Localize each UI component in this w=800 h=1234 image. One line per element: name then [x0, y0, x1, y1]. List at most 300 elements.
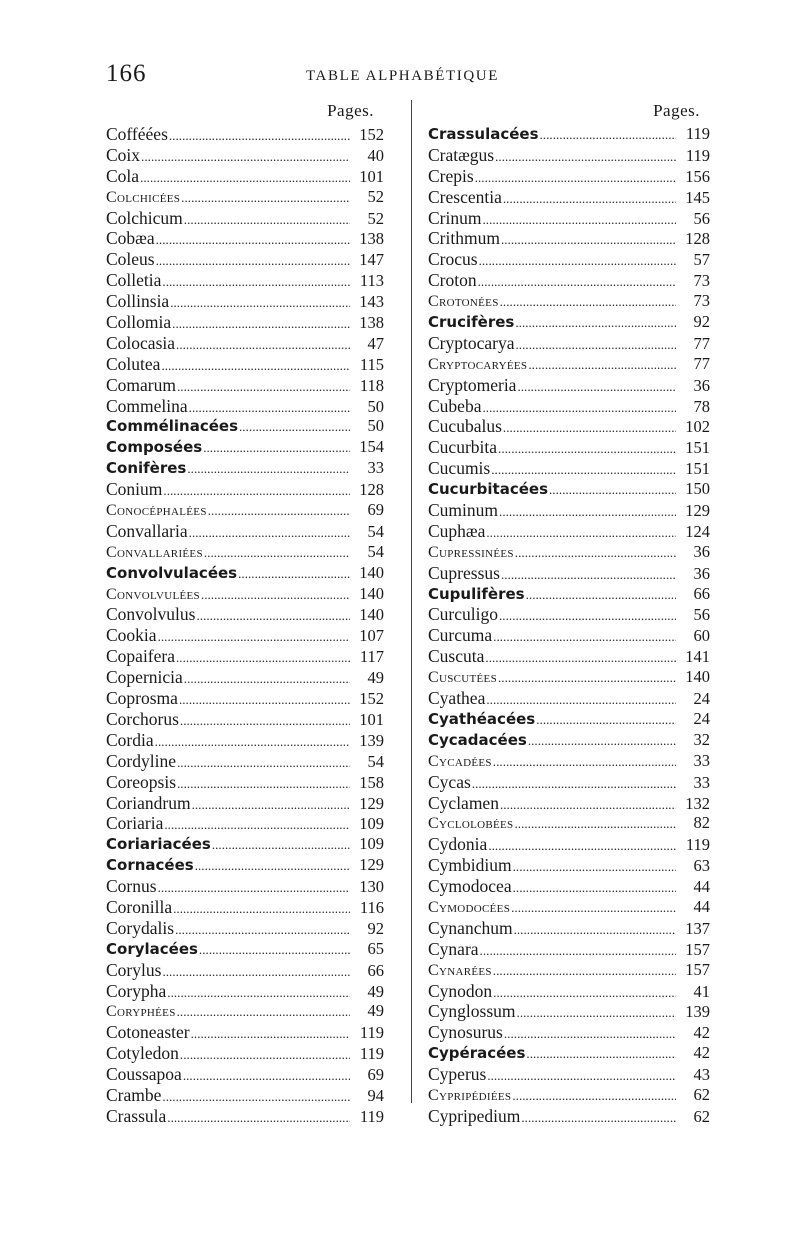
entry-page: 138: [359, 313, 384, 333]
index-entry: [106, 876, 384, 897]
dot-leader: [239, 417, 350, 437]
entry-page: 128: [685, 229, 710, 249]
dot-leader: [172, 314, 350, 333]
dot-leader: [189, 398, 350, 417]
entry-page: 50: [367, 396, 384, 416]
entry-page: 119: [685, 835, 710, 855]
entry-page: 36: [693, 563, 710, 583]
index-entry: [428, 793, 710, 814]
entry-page: 42: [693, 1043, 710, 1063]
index-entry: [106, 855, 384, 876]
entry-page: 119: [359, 1044, 384, 1064]
index-entry: [428, 500, 710, 521]
dot-leader: [501, 230, 676, 249]
dot-leader: [526, 585, 676, 605]
dot-leader: [517, 377, 676, 396]
dot-leader: [156, 251, 350, 270]
entry-page: 129: [685, 501, 710, 521]
dot-leader: [158, 627, 350, 646]
entry-page: 139: [359, 730, 384, 750]
dot-leader: [499, 502, 676, 521]
entry-page: 117: [359, 647, 384, 667]
entry-page: 65: [367, 938, 384, 958]
index-entry: [106, 416, 384, 437]
entry-name: Coriaria: [106, 813, 164, 834]
dot-leader: [503, 189, 676, 208]
entry-page: 156: [685, 166, 710, 186]
index-column-right: [428, 98, 710, 1127]
entry-page: 77: [693, 333, 710, 353]
entry-page: 66: [367, 960, 384, 980]
dot-leader: [176, 335, 350, 354]
index-entry: [106, 354, 384, 375]
entry-page: 36: [693, 375, 710, 395]
index-entry: [428, 145, 710, 166]
index-entry: [428, 124, 710, 145]
dot-leader: [192, 795, 350, 814]
entry-page: 69: [367, 1065, 384, 1085]
index-entry: [428, 584, 710, 605]
dot-leader: [169, 126, 350, 145]
entry-page: 42: [693, 1023, 710, 1043]
index-entry: [428, 437, 710, 458]
entry-page: 109: [359, 814, 384, 834]
entry-name: Crambe: [106, 1084, 162, 1105]
index-entry: [106, 458, 384, 479]
index-entry: [428, 312, 710, 333]
index-entry: [106, 1001, 384, 1022]
index-entry: [428, 375, 710, 396]
dot-leader: [493, 983, 676, 1002]
entry-page: 33: [693, 772, 710, 792]
index-entry: [106, 688, 384, 709]
entry-page: 24: [693, 689, 710, 709]
dot-leader: [162, 272, 350, 291]
entry-page: 119: [685, 124, 710, 143]
entry-page: 73: [693, 271, 710, 291]
entry-page: 143: [359, 292, 384, 312]
index-entry: [106, 375, 384, 396]
index-entry: [428, 354, 710, 375]
entry-page: 54: [367, 541, 384, 561]
index-entry: [106, 584, 384, 605]
index-entry: [428, 960, 710, 981]
dot-leader: [177, 377, 350, 396]
index-entry: [106, 249, 384, 270]
entry-page: 92: [367, 918, 384, 938]
entry-page: 119: [359, 1023, 384, 1043]
entry-name: Corydalis: [106, 917, 175, 938]
entry-page: 54: [367, 751, 384, 771]
index-entry: [106, 1085, 384, 1106]
entry-page: 66: [693, 583, 710, 603]
dot-leader: [528, 355, 676, 375]
entry-name: Cyclamen: [428, 792, 499, 813]
entry-page: 124: [685, 521, 710, 541]
entry-name: Cyathea: [428, 688, 486, 709]
dot-leader: [514, 814, 676, 834]
index-entry: [106, 625, 384, 646]
index-entry: [428, 1064, 710, 1085]
entry-page: 140: [359, 583, 384, 603]
index-entry: [428, 542, 710, 563]
entry-page: 147: [359, 250, 384, 270]
entry-name: Colchicées: [106, 188, 181, 206]
entry-name: Colletia: [106, 270, 162, 291]
dot-leader: [141, 147, 350, 166]
index-entry: [106, 1106, 384, 1127]
entry-name: Cotoneaster: [106, 1022, 190, 1043]
entry-name: Convolvulacées: [106, 563, 238, 582]
dot-leader: [475, 168, 676, 187]
index-entry: [106, 187, 384, 208]
dot-leader: [521, 1108, 676, 1127]
entry-name: Cola: [106, 165, 140, 186]
entry-name: Crithmum: [428, 228, 500, 249]
index-entry: [428, 249, 710, 270]
entry-name: Convolvulées: [106, 585, 200, 603]
entry-name: Coleus: [106, 249, 155, 270]
index-entry: [428, 981, 710, 1002]
index-entry: [106, 563, 384, 584]
entry-name: Corylacées: [106, 939, 198, 958]
dot-leader: [238, 564, 350, 584]
index-entry: [428, 646, 710, 667]
dot-leader: [498, 668, 676, 688]
dot-leader: [180, 711, 350, 730]
dot-leader: [511, 898, 676, 918]
page-header: [106, 60, 706, 100]
index-entry: [428, 291, 710, 312]
entry-page: 92: [693, 312, 710, 332]
entry-name: Cucurbita: [428, 437, 498, 458]
dot-leader: [501, 565, 676, 584]
index-entry: [428, 187, 710, 208]
entry-name: Crucifères: [428, 313, 515, 332]
entry-name: Coreopsis: [106, 771, 176, 792]
index-entry: [106, 145, 384, 166]
index-entry: [428, 270, 710, 291]
entry-page: 150: [685, 479, 710, 499]
index-entry: [428, 208, 710, 229]
entry-page: 140: [359, 605, 384, 625]
index-entry: [106, 793, 384, 814]
entry-page: 101: [359, 709, 384, 729]
entry-page: 119: [685, 145, 710, 165]
entry-page: 62: [693, 1106, 710, 1126]
index-entry: [106, 312, 384, 333]
entry-name: Convolvulus: [106, 604, 196, 625]
dot-leader: [181, 188, 350, 208]
entry-name: Cornus: [106, 876, 157, 897]
dot-leader: [184, 669, 350, 688]
dot-leader: [493, 961, 676, 981]
entry-name: Crotonées: [428, 293, 499, 311]
entry-name: Convallariées: [106, 543, 203, 561]
entry-name: Cynodon: [428, 980, 493, 1001]
entry-name: Conifères: [106, 459, 187, 478]
dot-leader: [177, 774, 350, 793]
dot-leader: [480, 941, 676, 960]
dot-leader: [189, 523, 350, 542]
dot-leader: [549, 480, 676, 500]
dot-leader: [187, 459, 350, 479]
index-entry: [428, 396, 710, 417]
entry-name: Cydonia: [428, 834, 488, 855]
index-entry: [106, 124, 384, 145]
entry-name: Crepis: [428, 165, 474, 186]
entry-name: Colchicum: [106, 207, 183, 228]
dot-leader: [485, 648, 676, 667]
column-heading: Pages.: [327, 101, 374, 120]
index-entry: [106, 479, 384, 500]
entry-name: Copernicia: [106, 667, 183, 688]
dot-leader: [486, 690, 676, 709]
entry-name: Cupressus: [428, 562, 500, 583]
entry-page: 138: [359, 229, 384, 249]
index-entry: [106, 981, 384, 1002]
index-entry: [428, 939, 710, 960]
dot-leader: [158, 878, 350, 897]
entry-name: Cucurbitacées: [428, 480, 548, 499]
index-entry: [106, 396, 384, 417]
dot-leader: [482, 210, 676, 229]
dot-leader: [500, 795, 676, 814]
index-entry: [106, 604, 384, 625]
entry-name: Coprosma: [106, 688, 178, 709]
index-entry: [428, 730, 710, 751]
dot-leader: [513, 857, 676, 876]
entry-name: Cornacées: [106, 856, 194, 875]
entry-name: Commélinacées: [106, 417, 238, 436]
entry-page: 60: [693, 626, 710, 646]
dot-leader: [162, 962, 350, 981]
entry-page: 116: [359, 897, 384, 917]
dot-leader: [504, 1024, 676, 1043]
index-entry: [428, 166, 710, 187]
index-entry: [106, 960, 384, 981]
dot-leader: [176, 648, 350, 667]
entry-name: Coryphées: [106, 1003, 176, 1021]
entry-page: 62: [693, 1084, 710, 1104]
entry-name: Coriandrum: [106, 792, 191, 813]
dot-leader: [486, 523, 676, 542]
entry-name: Cuminum: [428, 500, 499, 521]
entry-page: 154: [359, 437, 384, 457]
index-entry: [428, 876, 710, 897]
entry-name: Cupressinées: [428, 543, 514, 561]
dot-leader: [180, 1045, 350, 1064]
entry-list: [428, 124, 710, 1127]
entry-name: Corylus: [106, 959, 162, 980]
entry-page: 33: [693, 750, 710, 770]
index-entry: [428, 1106, 710, 1127]
entry-page: 109: [359, 834, 384, 854]
dot-leader: [503, 418, 676, 437]
entry-page: 78: [693, 396, 710, 416]
dot-leader: [164, 815, 350, 834]
entry-name: Cupulifères: [428, 584, 525, 603]
entry-name: Corypha: [106, 980, 167, 1001]
index-entry: [106, 270, 384, 291]
entry-name: Copaifera: [106, 646, 175, 667]
entry-page: 145: [685, 187, 710, 207]
entry-name: Cypéracées: [428, 1044, 526, 1063]
page-number: 166: [106, 60, 147, 87]
entry-page: 152: [359, 689, 384, 709]
index-entry: [106, 939, 384, 960]
entry-name: Crassula: [106, 1105, 167, 1126]
entry-name: Collinsia: [106, 291, 170, 312]
entry-name: Cuscuta: [428, 646, 485, 667]
dot-leader: [536, 710, 676, 730]
entry-page: 129: [359, 855, 384, 875]
entry-name: Cymbidium: [428, 855, 512, 876]
entry-page: 56: [693, 605, 710, 625]
dot-leader: [212, 835, 350, 855]
dot-leader: [495, 147, 676, 166]
dot-leader: [156, 230, 350, 249]
dot-leader: [163, 481, 350, 500]
index-entry: [428, 688, 710, 709]
entry-page: 77: [693, 353, 710, 373]
entry-name: Cypripédiées: [428, 1086, 512, 1104]
entry-name: Cucubalus: [428, 416, 502, 437]
entry-name: Cynanchum: [428, 917, 513, 938]
entry-page: 115: [359, 354, 384, 374]
entry-page: 157: [685, 959, 710, 979]
entry-page: 73: [693, 291, 710, 311]
entry-name: Cynara: [428, 938, 479, 959]
index-entry: [106, 646, 384, 667]
dot-leader: [195, 856, 350, 876]
index-entry: [106, 834, 384, 855]
entry-name: Croton: [428, 270, 477, 291]
dot-leader: [514, 920, 676, 939]
entry-name: Cymodocées: [428, 898, 511, 916]
entry-name: Crocus: [428, 249, 478, 270]
entry-name: Cucumis: [428, 458, 491, 479]
entry-page: 107: [359, 626, 384, 646]
dot-leader: [191, 1024, 350, 1043]
entry-name: Conocéphalées: [106, 502, 207, 520]
entry-page: 24: [693, 708, 710, 728]
index-entry: [106, 208, 384, 229]
dot-leader: [493, 627, 676, 646]
index-entry: [428, 813, 710, 834]
dot-leader: [540, 125, 677, 145]
index-entry: [106, 1022, 384, 1043]
index-entry: [428, 667, 710, 688]
entry-name: Coussapoa: [106, 1064, 182, 1085]
index-entry: [428, 333, 710, 354]
dot-leader: [170, 293, 350, 312]
entry-page: 33: [367, 458, 384, 478]
entry-page: 49: [367, 1001, 384, 1021]
entry-name: Colutea: [106, 353, 161, 374]
index-entry: [106, 437, 384, 458]
dot-leader: [478, 272, 676, 291]
entry-name: Cuscutées: [428, 669, 497, 687]
entry-name: Crescentia: [428, 186, 502, 207]
index-entry: [106, 521, 384, 542]
entry-page: 50: [367, 416, 384, 436]
entry-page: 36: [693, 541, 710, 561]
dot-leader: [196, 606, 350, 625]
dot-leader: [482, 398, 676, 417]
entry-name: Cubeba: [428, 395, 482, 416]
entry-name: Crassulacées: [428, 125, 539, 143]
entry-name: Curcuma: [428, 625, 493, 646]
entry-name: Cymodocea: [428, 876, 512, 897]
dot-leader: [201, 585, 350, 605]
entry-name: Cryptocaryées: [428, 355, 528, 373]
entry-page: 32: [693, 729, 710, 749]
dot-leader: [155, 732, 350, 751]
entry-page: 57: [693, 250, 710, 270]
dot-leader: [513, 878, 676, 897]
entry-page: 157: [685, 939, 710, 959]
entry-name: Cynarées: [428, 961, 492, 979]
entry-name: Crinum: [428, 207, 482, 228]
dot-leader: [499, 606, 676, 625]
entry-name: Cyclolobées: [428, 815, 514, 833]
entry-page: 158: [359, 772, 384, 792]
entry-name: Cordia: [106, 729, 154, 750]
entry-page: 113: [359, 271, 384, 291]
entry-page: 47: [367, 333, 384, 353]
entry-page: 140: [359, 562, 384, 582]
dot-leader: [204, 543, 350, 563]
column-heading: Pages.: [653, 101, 700, 120]
entry-page: 94: [367, 1085, 384, 1105]
entry-name: Cotyledon: [106, 1043, 179, 1064]
index-entry: [106, 772, 384, 793]
entry-name: Cycadées: [428, 752, 492, 770]
entry-name: Cycadacées: [428, 730, 527, 749]
entry-page: 130: [359, 877, 384, 897]
dot-leader: [167, 1108, 350, 1127]
entry-page: 151: [685, 459, 710, 479]
index-entry: [428, 1001, 710, 1022]
entry-page: 44: [693, 877, 710, 897]
entry-page: 139: [685, 1002, 710, 1022]
entry-name: Commelina: [106, 395, 188, 416]
entry-page: 129: [359, 793, 384, 813]
entry-name: Coriariacées: [106, 835, 211, 854]
entry-name: Conium: [106, 479, 163, 500]
dot-leader: [516, 335, 677, 354]
entry-page: 56: [693, 208, 710, 228]
index-entry: [106, 166, 384, 187]
entry-name: Cobæa: [106, 228, 155, 249]
entry-name: Convallaria: [106, 520, 188, 541]
entry-page: 152: [359, 125, 384, 144]
entry-page: 141: [685, 647, 710, 667]
dot-leader: [493, 752, 676, 772]
index-entry: [106, 291, 384, 312]
entry-list: [106, 124, 384, 1127]
entry-name: Cyathéacées: [428, 709, 536, 728]
index-entry: [428, 458, 710, 479]
index-entry: [106, 1064, 384, 1085]
entry-page: 43: [693, 1065, 710, 1085]
entry-page: 54: [367, 521, 384, 541]
dot-leader: [515, 543, 676, 563]
dot-leader: [167, 983, 350, 1002]
dot-leader: [526, 1044, 676, 1064]
dot-leader: [487, 1066, 676, 1085]
